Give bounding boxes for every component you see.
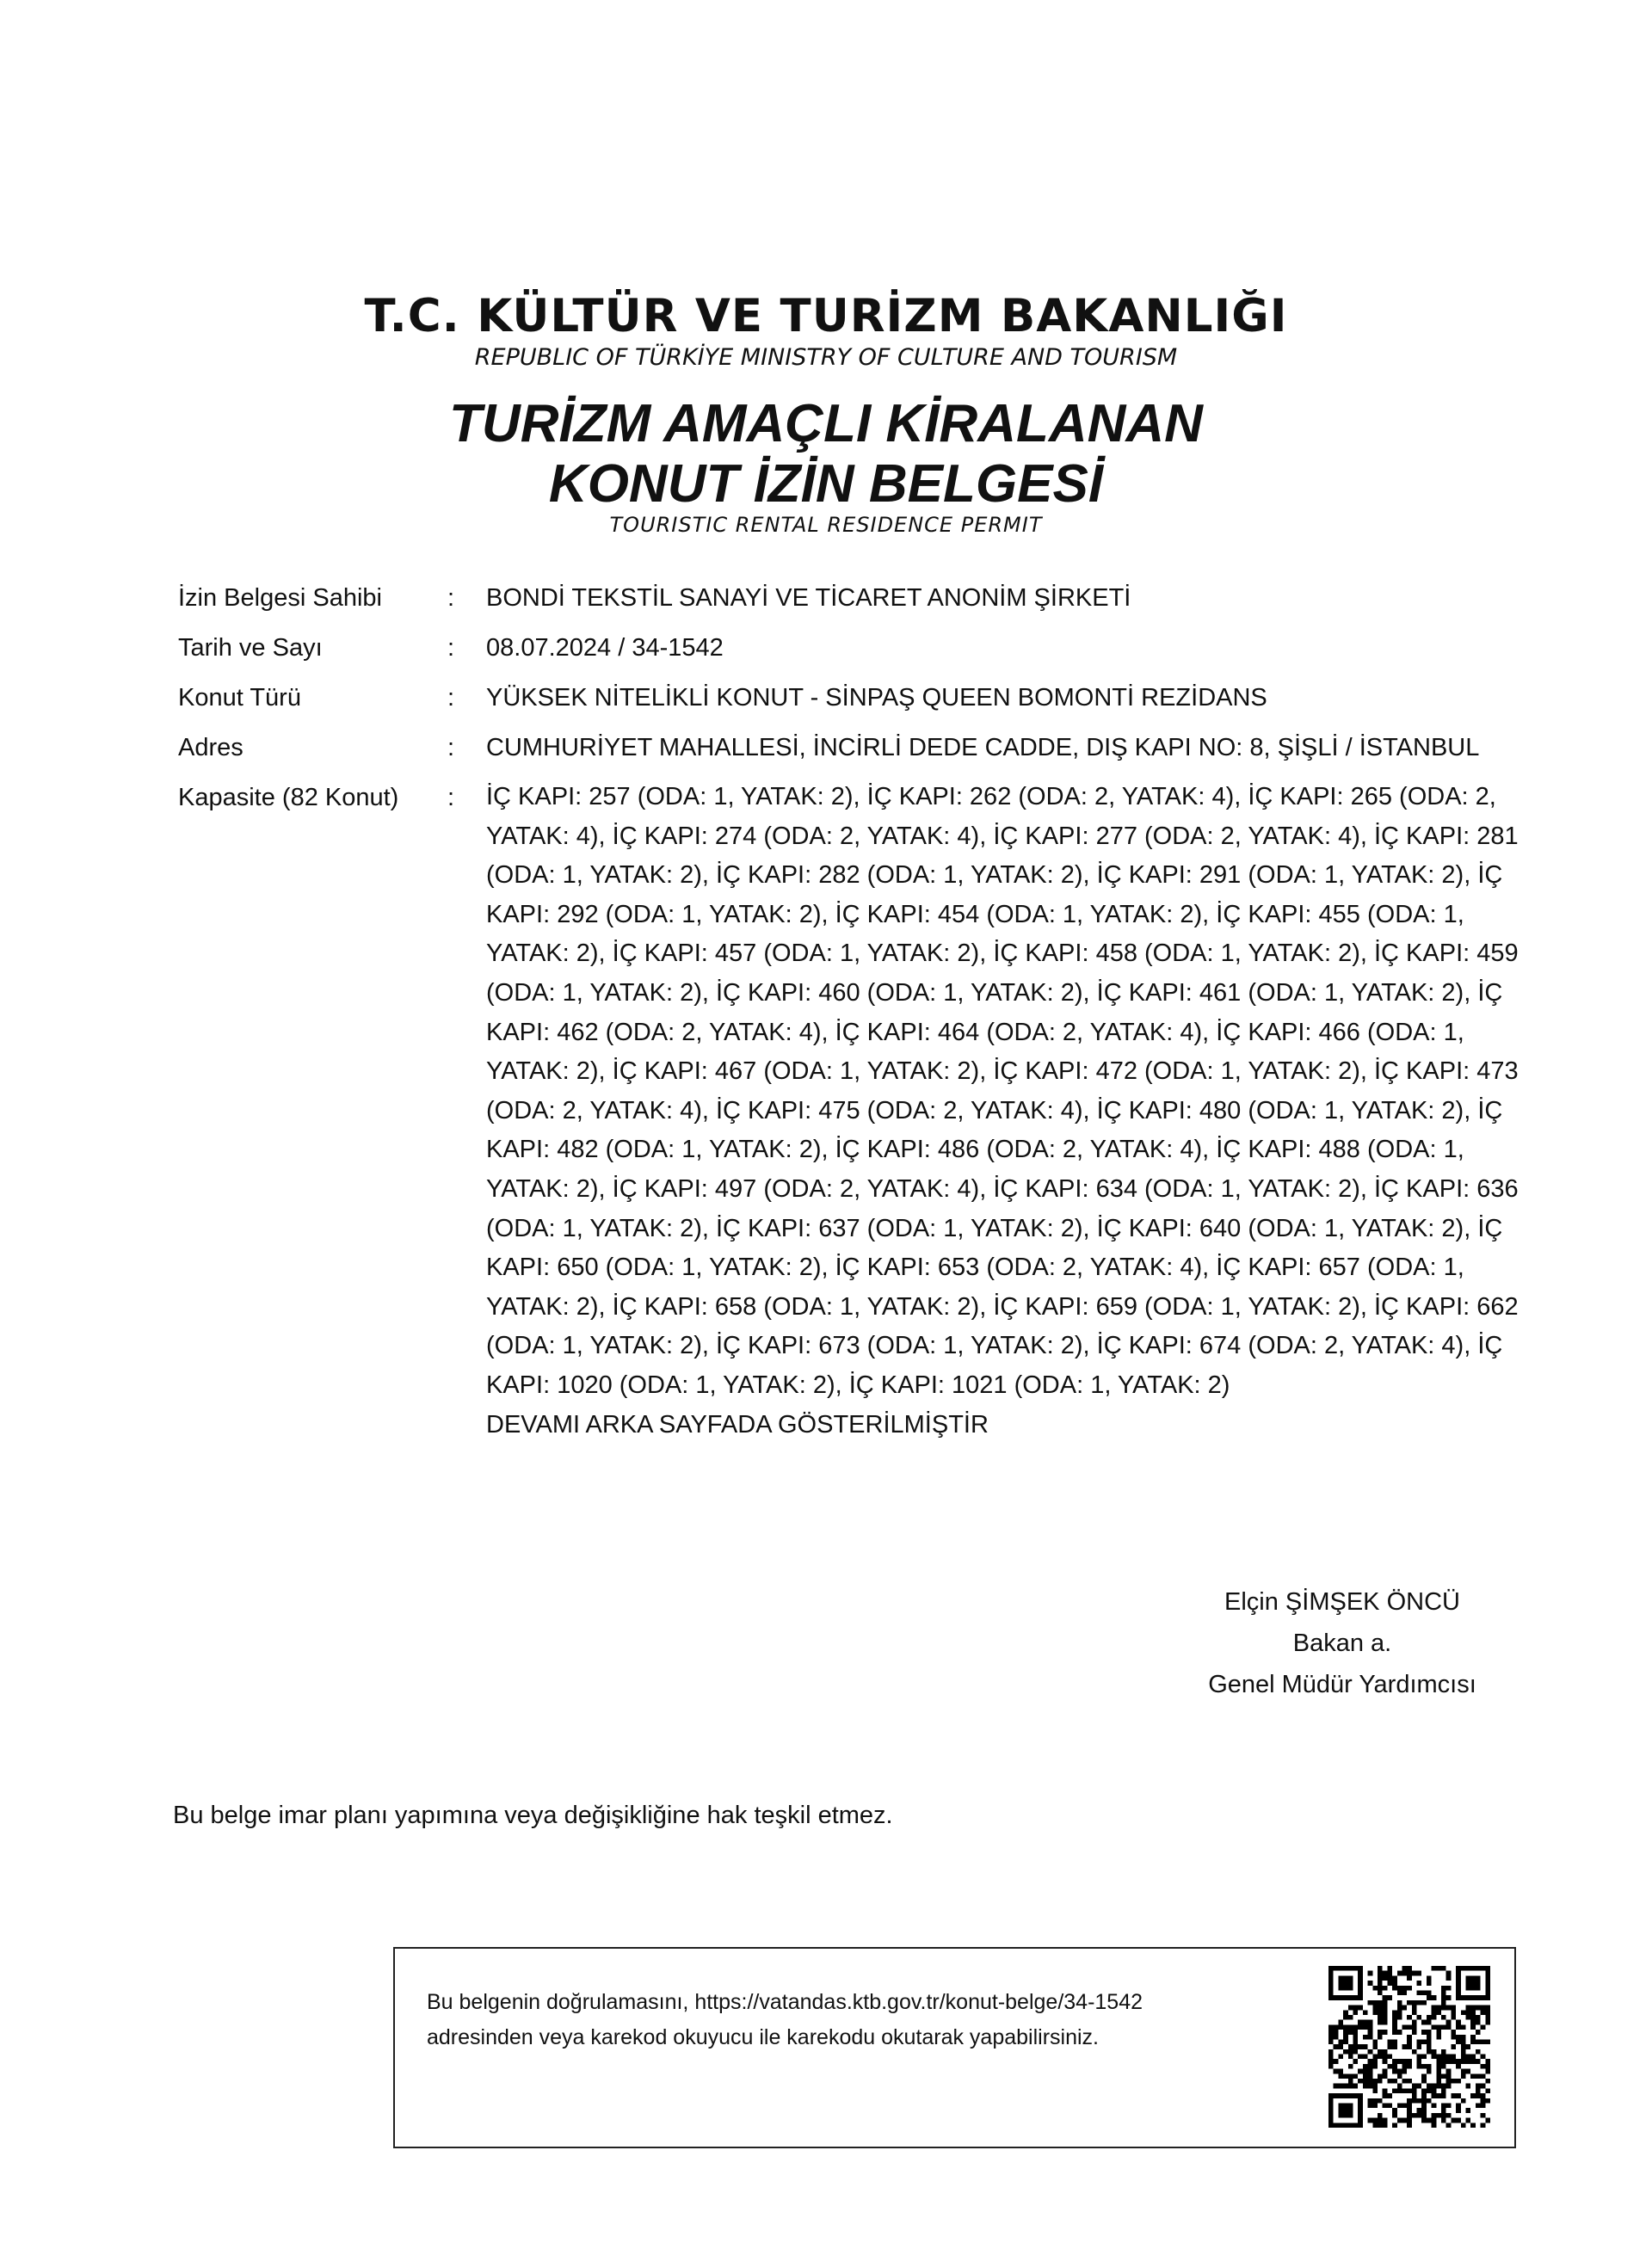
signatory-name: Elçin ŞİMŞEK ÖNCÜ	[1224, 1588, 1460, 1616]
field-label: İzin Belgesi Sahibi	[178, 584, 382, 612]
field-colon: :	[447, 684, 455, 712]
ministry-title-english: REPUBLIC OF TÜRKİYE MINISTRY OF CULTURE AND TOURISM	[474, 344, 1178, 371]
field-row-residence-type	[178, 678, 1555, 718]
verification-line-2: adresinden veya karekod okuyucu ile karekodu okutarak yapabilirsiniz.	[427, 2025, 1099, 2049]
field-label: Tarih ve Sayı	[178, 634, 323, 662]
permit-title	[0, 394, 1652, 514]
field-value: YÜKSEK NİTELİKLİ KONUT - SİNPAŞ QUEEN BOMONTİ REZİDANS	[486, 684, 1267, 712]
field-value: 08.07.2024 / 34-1542	[486, 634, 724, 662]
field-value: BONDİ TEKSTİL SANAYİ VE TİCARET ANONİM ŞİRKETİ	[486, 584, 1131, 612]
verification-line-1: Bu belgenin doğrulamasını, https://vatandas.ktb.gov.tr/konut-belge/34-1542	[427, 1990, 1143, 2014]
field-value: CUMHURİYET MAHALLESİ, İNCİRLİ DEDE CADDE, DIŞ KAPI NO: 8, ŞİŞLİ / İSTANBUL	[486, 734, 1480, 761]
ministry-title: T.C. KÜLTÜR VE TURİZM BAKANLIĞI	[364, 290, 1288, 342]
field-colon: :	[447, 584, 455, 612]
field-row-holder	[178, 578, 1555, 618]
permit-title-line1: TURİZM AMAÇLI KİRALANAN	[449, 394, 1203, 453]
continuation-note: DEVAMI ARKA SAYFADA GÖSTERİLMİŞTİR	[486, 1410, 989, 1439]
qr-code-icon[interactable]	[1328, 1966, 1490, 2128]
capacity-list: İÇ KAPI: 257 (ODA: 1, YATAK: 2), İÇ KAPI: 262 (ODA: 2, YATAK: 4), İÇ KAPI: 265 (ODA: 2, YATAK: 4), İÇ KAPI: 274 (ODA: 2, YATAK: 4), İÇ KAPI: 277 (ODA: 2, YATAK: 4), İÇ KAPI: 281 (ODA: 1, YATAK: 2), İÇ KAPI: 282 (ODA: 1, YATAK: 2), İÇ KAPI: 291 (ODA: 1, YATAK: 2), İÇ KAPI: 292 (ODA: 1, YATAK: 2), İÇ KAPI: 454 (ODA: 1, YATAK: 2), İÇ KAPI: 455 (ODA: 1, YATAK: 2), İÇ KAPI: 457 (ODA: 1, YATAK: 2), İÇ KAPI: 458 (ODA: 1, YATAK: 2), İÇ KAPI: 459 (ODA: 1, YATAK: 2), İÇ KAPI: 460 (ODA: 1, YATAK: 2), İÇ KAPI: 461 (ODA: 1, YATAK: 2), İÇ KAPI: 462 (ODA: 2, YATAK: 4), İÇ KAPI: 464 (ODA: 2, YATAK: 4), İÇ KAPI: 466 (ODA: 1, YATAK: 2), İÇ KAPI: 467 (ODA: 1, YATAK: 2), İÇ KAPI: 472 (ODA: 1, YATAK: 2), İÇ KAPI: 473 (ODA: 2, YATAK: 4), İÇ KAPI: 475 (ODA: 2, YATAK: 4), İÇ KAPI: 480 (ODA: 1, YATAK: 2), İÇ KAPI: 482 (ODA: 1, YATAK: 2), İÇ KAPI: 486 (ODA: 2, YATAK: 4), İÇ KAPI: 488 (ODA: 1, YATAK: 2), İÇ KAPI: 497 (ODA: 2, YATAK: 4), İÇ KAPI: 634 (ODA: 1, YATAK: 2), İÇ KAPI: 636 (ODA: 1, YATAK: 2), İÇ KAPI: 637 (ODA: 1, YATAK: 2), İÇ KAPI: 640 (ODA: 1, YATAK: 2), İÇ KAPI: 650 (ODA: 1, YATAK: 2), İÇ KAPI: 653 (ODA: 2, YATAK: 4), İÇ KAPI: 657 (ODA: 1, YATAK: 2), İÇ KAPI: 658 (ODA: 1, YATAK: 2), İÇ KAPI: 659 (ODA: 1, YATAK: 2), İÇ KAPI: 662 (ODA: 1, YATAK: 2), İÇ KAPI: 673 (ODA: 1, YATAK: 2), İÇ KAPI: 674 (ODA: 2, YATAK: 4), İÇ KAPI: 1020 (ODA: 1, YATAK: 2), İÇ KAPI: 1021 (ODA: 1, YATAK: 2)	[486, 783, 1519, 1399]
permit-title-english: TOURISTIC RENTAL RESIDENCE PERMIT	[609, 513, 1043, 537]
signatory-title: Genel Müdür Yardımcısı	[1208, 1671, 1476, 1698]
verification-box	[393, 1947, 1516, 2148]
verification-text	[427, 1985, 1287, 2055]
field-colon: :	[447, 734, 455, 761]
field-colon: :	[447, 784, 455, 811]
field-row-date-number	[178, 628, 1555, 668]
signatory-on-behalf: Bakan a.	[1292, 1630, 1392, 1657]
footer-note: Bu belge imar planı yapımına veya değişikliğine hak teşkil etmez.	[173, 1802, 893, 1829]
permit-title-line2: KONUT İZİN BELGESİ	[548, 454, 1104, 514]
field-label: Adres	[178, 734, 243, 761]
field-colon: :	[447, 634, 455, 662]
field-value-capacity	[486, 778, 1544, 1445]
permit-fields	[178, 578, 1555, 1455]
field-label: Konut Türü	[178, 684, 301, 712]
field-label: Kapasite (82 Konut)	[178, 784, 399, 811]
signature-block	[1200, 1581, 1484, 1705]
field-row-capacity	[178, 778, 1555, 1445]
field-row-address	[178, 728, 1555, 767]
